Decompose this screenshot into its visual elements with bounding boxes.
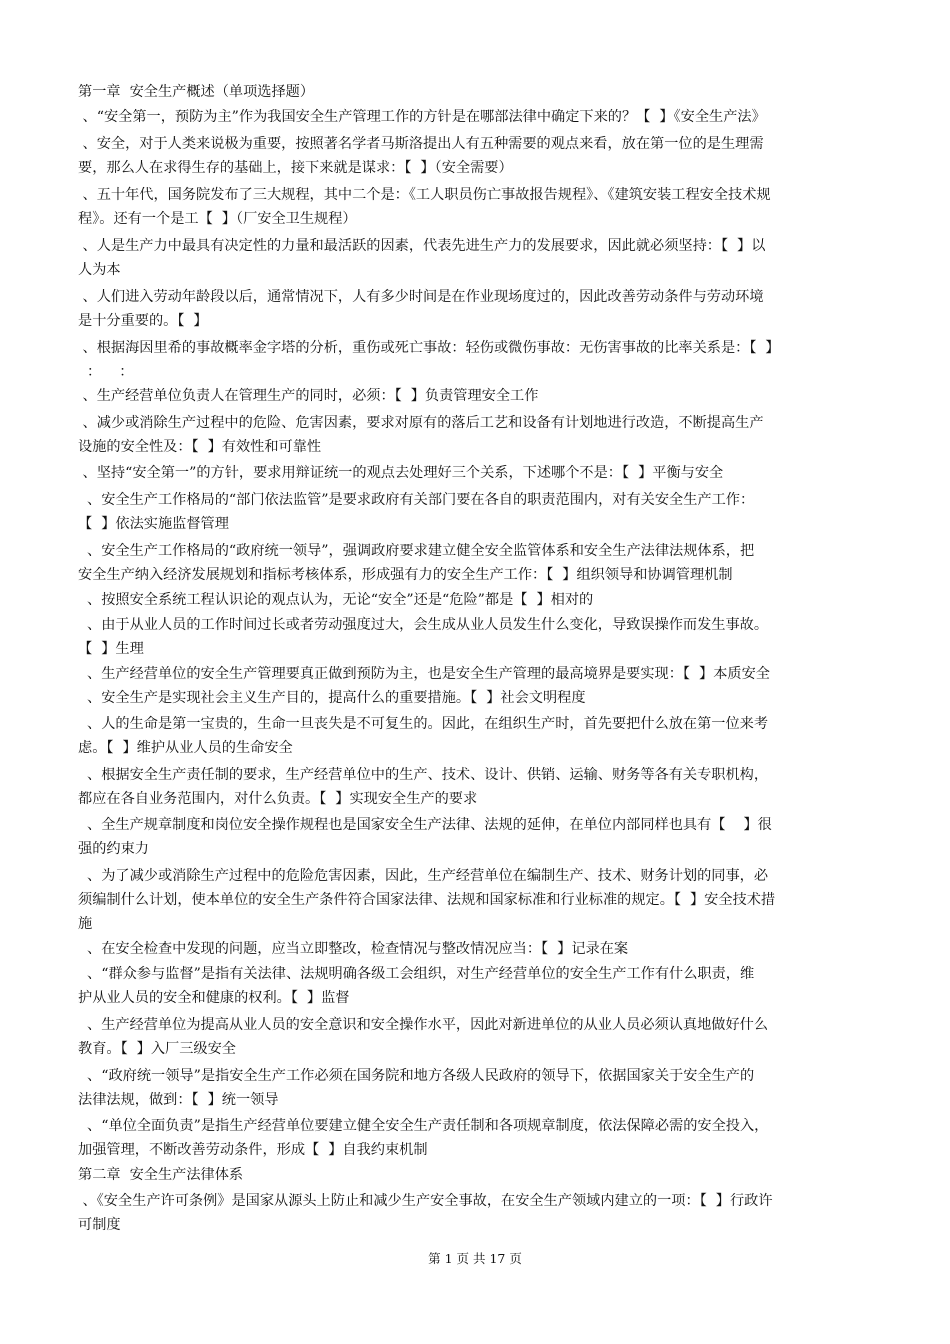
text-line: 、坚持“安全第一”的方针，要求用辩证统一的观点去处理好三个关系，下述哪个不是：【 】平衡与安全 [78,465,724,481]
text-line: 、“政府统一领导”是指安全生产工作必须在国务院和地方各级人民政府的领导下，依据国家关于安全生产的 [78,1068,755,1084]
text-line: 、由于从业人员的工作时间过长或者劳动强度过大，会生成从业人员发生什么变化，导致误操作而发生事故。 [78,617,769,633]
text-line: 护从业人员的安全和健康的权利。【 】监督 [78,990,350,1006]
text-line: ： ： [78,364,134,380]
text-line: 法律法规，做到：【 】统一领导 [78,1092,279,1108]
text-line: 、在安全检查中发现的问题，应当立即整改，检查情况与整改情况应当：【 】记录在案 [78,941,629,957]
text-line: 、为了减少或消除生产过程中的危险危害因素，因此，生产经营单位在编制生产、技术、财务计划的同事，必 [78,868,769,884]
chapter-heading: 第一章 安全生产概述（单项选择题） [78,84,315,100]
text-line: 、生产经营单位负责人在管理生产的同时，必须：【 】负责管理安全工作 [78,388,539,404]
text-line: 须编制什么计划，使本单位的安全生产条件符合国家法律、法规和国家标准和行业标准的规定。【 】安全技术措 [78,892,776,908]
text-line: 、人的生命是第一宝贵的，生命一旦丧失是不可复生的。因此，在组织生产时，首先要把什么放在第一位来考 [78,716,769,732]
chapter-heading: 第二章 安全生产法律体系 [78,1167,244,1183]
text-line: 【 】依法实施监督管理 [78,516,229,532]
text-line: 施 [78,916,93,932]
text-line: 教育。【 】入厂三级安全 [78,1041,236,1057]
text-line: 、五十年代，国务院发布了三大规程，其中二个是：《工人职员伤亡事故报告规程》、《建筑安装工程安全技术规 [78,187,771,203]
text-line: 、按照安全系统工程认识论的观点认为，无论“安全”还是“危险”都是【 】相对的 [78,592,594,608]
text-line: 、安全生产工作格局的“政府统一领导”，强调政府要求建立健全安全监管体系和安全生产法律法规体系，把 [78,543,755,559]
text-line: 、安全，对于人类来说极为重要，按照著名学者马斯洛提出人有五种需要的观点来看，放在第一位的是生理需 [78,136,764,152]
text-line: 可制度 [78,1217,121,1233]
text-line: 都应在各自业务范围内，对什么负责。【 】实现安全生产的要求 [78,791,478,807]
text-line: 、“单位全面负责”是指生产经营单位要建立健全安全生产责任制和各项规章制度，依法保障必需的安全投入， [78,1118,769,1134]
text-line: 、减少或消除生产过程中的危险、危害因素，要求对原有的落后工艺和设备有计划地进行改造，不断提高生产 [78,415,764,431]
text-line: 、人们进入劳动年龄段以后，通常情况下，人有多少时间是在作业现场度过的，因此改善劳动条件与劳动环境 [78,289,764,305]
page-footer: 第 1 页 共 17 页 [428,1251,522,1266]
text-line: 是十分重要的。【 】 [78,313,208,329]
text-line: 、根据海因里希的事故概率金字塔的分析，重伤或死亡事故：轻伤或微伤事故：无伤害事故的比率关系是：【 】 [78,340,780,356]
text-line: 、人是生产力中最具有决定性的力量和最活跃的因素，代表先进生产力的发展要求，因此就必须坚持：【 】以 [78,238,766,254]
text-line: 要，那么人在求得生存的基础上，接下来就是谋求：【 】（安全需要） [78,160,513,176]
text-line: 虑。【 】维护从业人员的生命安全 [78,740,293,756]
text-line: 加强管理，不断改善劳动条件，形成【 】自我约束机制 [78,1142,428,1158]
text-line: 、“群众参与监督”是指有关法律、法规明确各级工会组织，对生产经营单位的安全生产工作有什么职责，维 [78,966,755,982]
text-line: 安全生产纳入经济发展规划和指标考核体系，形成强有力的安全生产工作：【 】组织领导和协调管理机制 [78,567,733,583]
text-line: 设施的安全性及：【 】有效性和可靠性 [78,439,322,455]
text-line: 、生产经营单位为提高从业人员的安全意识和安全操作水平，因此对新进单位的从业人员必须认真地做好什么 [78,1017,769,1033]
text-line: 、生产经营单位的安全生产管理要真正做到预防为主，也是安全生产管理的最高境界是要实现：【 】本质安全 [78,666,770,682]
text-line: 强的约束力 [78,841,149,857]
text-line: 、根据安全生产责任制的要求，生产经营单位中的生产、技术、设计、供销、运输、财务等各有关专职机构， [78,767,769,783]
text-line: 、《安全生产许可条例》是国家从源头上防止和减少生产安全事故，在安全生产领域内建立的一项：【 】行政许 [78,1193,773,1209]
text-line: 【 】生理 [78,641,144,657]
text-line: 、安全生产是实现社会主义生产目的，提高什么的重要措施。【 】社会文明程度 [78,690,586,706]
text-line: 、全生产规章制度和岗位安全操作规程也是国家安全生产法律、法规的延伸，在单位内部同样也具有【 】很 [78,817,772,833]
text-line: 人为本 [78,262,121,278]
text-line: 、安全生产工作格局的“部门依法监管”是要求政府有关部门要在各自的职责范围内，对有关安全生产工作： [78,492,755,508]
text-line: 、“安全第一，预防为主”作为我国安全生产管理工作的方针是在哪部法律中确定下来的？【 】《安全生产法》 [78,109,766,125]
text-line: 程》。还有一个是工【 】（厂安全卫生规程） [78,211,357,227]
